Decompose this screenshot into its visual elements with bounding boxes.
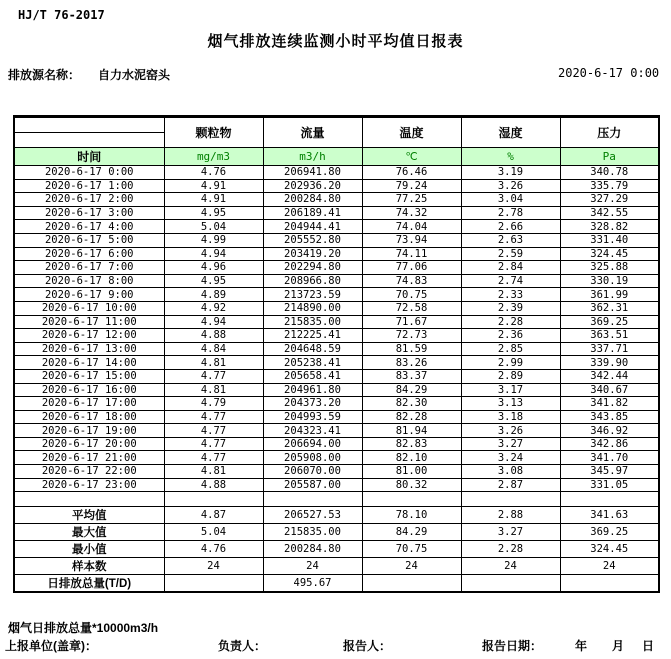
summary-value-cell — [362, 574, 461, 592]
value-cell: 4.95 — [164, 274, 263, 288]
value-cell: 202294.80 — [263, 261, 362, 275]
value-cell: 361.99 — [560, 288, 659, 302]
value-cell: 204961.80 — [263, 383, 362, 397]
summary-row — [14, 557, 659, 574]
value-cell: 4.92 — [164, 301, 263, 315]
value-cell: 4.88 — [164, 478, 263, 492]
value-cell: 3.27 — [461, 437, 560, 451]
value-cell: 2.39 — [461, 301, 560, 315]
value-cell: 204323.41 — [263, 424, 362, 438]
value-cell: 369.25 — [560, 315, 659, 329]
value-cell: 4.76 — [164, 166, 263, 180]
spacer-cell — [560, 492, 659, 507]
value-cell: 4.94 — [164, 315, 263, 329]
value-cell: 341.70 — [560, 451, 659, 465]
value-cell: 325.88 — [560, 261, 659, 275]
value-cell: 2.59 — [461, 247, 560, 261]
value-cell: 3.24 — [461, 451, 560, 465]
value-cell: 328.82 — [560, 220, 659, 234]
value-cell: 4.88 — [164, 329, 263, 343]
table-row — [14, 193, 659, 207]
value-cell: 204373.20 — [263, 397, 362, 411]
unit-temperature: ℃ — [362, 148, 461, 166]
summary-value-cell: 4.87 — [164, 506, 263, 523]
hourly-report-table — [13, 115, 660, 593]
value-cell: 205552.80 — [263, 233, 362, 247]
total-emission-note: 烟气日排放总量*10000m3/h — [8, 621, 159, 635]
emission-source-line — [8, 66, 170, 83]
value-cell: 3.08 — [461, 465, 560, 479]
time-cell: 2020-6-17 21:00 — [14, 451, 164, 465]
value-cell: 200284.80 — [263, 193, 362, 207]
summary-value-cell: 4.76 — [164, 540, 263, 557]
value-cell: 2.89 — [461, 369, 560, 383]
value-cell: 72.73 — [362, 329, 461, 343]
time-cell: 2020-6-17 12:00 — [14, 329, 164, 343]
summary-value-cell — [164, 574, 263, 592]
time-cell: 2020-6-17 5:00 — [14, 233, 164, 247]
value-cell: 4.77 — [164, 369, 263, 383]
summary-value-cell: 24 — [461, 557, 560, 574]
value-cell: 4.95 — [164, 206, 263, 220]
col-header-flow: 流量 — [263, 117, 362, 148]
value-cell: 212225.41 — [263, 329, 362, 343]
value-cell: 81.00 — [362, 465, 461, 479]
value-cell: 70.75 — [362, 288, 461, 302]
summary-row — [14, 540, 659, 557]
value-cell: 3.04 — [461, 193, 560, 207]
table-row — [14, 410, 659, 424]
value-cell: 83.26 — [362, 356, 461, 370]
reporter-label: 报告人： — [343, 639, 392, 653]
summary-row — [14, 574, 659, 592]
value-cell: 4.81 — [164, 383, 263, 397]
value-cell: 3.18 — [461, 410, 560, 424]
value-cell: 81.94 — [362, 424, 461, 438]
value-cell: 3.19 — [461, 166, 560, 180]
time-cell: 2020-6-17 23:00 — [14, 478, 164, 492]
value-cell: 2.78 — [461, 206, 560, 220]
value-cell: 337.71 — [560, 342, 659, 356]
value-cell: 81.59 — [362, 342, 461, 356]
summary-value-cell — [461, 574, 560, 592]
corner-cell-top — [14, 117, 164, 133]
emission-source-label: 排放源名称： — [8, 68, 81, 82]
value-cell: 2.85 — [461, 342, 560, 356]
summary-value-cell: 206527.53 — [263, 506, 362, 523]
table-row — [14, 315, 659, 329]
value-cell: 327.29 — [560, 193, 659, 207]
value-cell: 4.91 — [164, 179, 263, 193]
value-cell: 82.10 — [362, 451, 461, 465]
value-cell: 2.87 — [461, 478, 560, 492]
table-row — [14, 478, 659, 492]
time-cell: 2020-6-17 11:00 — [14, 315, 164, 329]
spacer-cell — [14, 492, 164, 507]
summary-value-cell: 5.04 — [164, 523, 263, 540]
value-cell: 341.82 — [560, 397, 659, 411]
value-cell: 82.83 — [362, 437, 461, 451]
table-row — [14, 220, 659, 234]
page-title: 烟气排放连续监测小时平均值日报表 — [207, 33, 464, 50]
value-cell: 2.63 — [461, 233, 560, 247]
time-cell: 2020-6-17 2:00 — [14, 193, 164, 207]
unit-header-row — [14, 148, 659, 166]
value-cell: 204944.41 — [263, 220, 362, 234]
value-cell: 74.04 — [362, 220, 461, 234]
value-cell: 3.26 — [461, 424, 560, 438]
value-cell: 4.77 — [164, 424, 263, 438]
time-cell: 2020-6-17 4:00 — [14, 220, 164, 234]
value-cell: 4.84 — [164, 342, 263, 356]
spacer-cell — [461, 492, 560, 507]
value-cell: 342.55 — [560, 206, 659, 220]
value-cell: 205587.00 — [263, 478, 362, 492]
time-cell: 2020-6-17 6:00 — [14, 247, 164, 261]
time-cell: 2020-6-17 22:00 — [14, 465, 164, 479]
summary-value-cell: 70.75 — [362, 540, 461, 557]
value-cell: 4.77 — [164, 437, 263, 451]
value-cell: 339.90 — [560, 356, 659, 370]
value-cell: 362.31 — [560, 301, 659, 315]
value-cell: 4.91 — [164, 193, 263, 207]
summary-value-cell: 24 — [263, 557, 362, 574]
unit-pm: mg/m3 — [164, 148, 263, 166]
value-cell: 206694.00 — [263, 437, 362, 451]
col-header-humidity: 湿度 — [461, 117, 560, 148]
time-cell: 2020-6-17 0:00 — [14, 166, 164, 180]
value-cell: 74.83 — [362, 274, 461, 288]
time-cell: 2020-6-17 13:00 — [14, 342, 164, 356]
value-cell: 345.97 — [560, 465, 659, 479]
col-header-pressure: 压力 — [560, 117, 659, 148]
value-cell: 83.37 — [362, 369, 461, 383]
value-cell: 2.84 — [461, 261, 560, 275]
time-cell: 2020-6-17 20:00 — [14, 437, 164, 451]
pollutant-header-row — [14, 117, 659, 133]
value-cell: 4.81 — [164, 356, 263, 370]
value-cell: 205658.41 — [263, 369, 362, 383]
time-cell: 2020-6-17 1:00 — [14, 179, 164, 193]
value-cell: 331.05 — [560, 478, 659, 492]
hour-rows — [14, 166, 659, 592]
time-cell: 2020-6-17 17:00 — [14, 397, 164, 411]
value-cell: 3.26 — [461, 179, 560, 193]
value-cell: 203419.20 — [263, 247, 362, 261]
value-cell: 206941.80 — [263, 166, 362, 180]
value-cell: 340.78 — [560, 166, 659, 180]
value-cell: 4.79 — [164, 397, 263, 411]
value-cell: 204648.59 — [263, 342, 362, 356]
value-cell: 5.04 — [164, 220, 263, 234]
value-cell: 73.94 — [362, 233, 461, 247]
value-cell: 363.51 — [560, 329, 659, 343]
time-cell: 2020-6-17 18:00 — [14, 410, 164, 424]
value-cell: 74.11 — [362, 247, 461, 261]
unit-humidity: % — [461, 148, 560, 166]
summary-value-cell: 369.25 — [560, 523, 659, 540]
day-label: 日 — [642, 639, 655, 653]
summary-row — [14, 506, 659, 523]
month-label: 月 — [612, 639, 625, 653]
value-cell: 4.81 — [164, 465, 263, 479]
col-header-temperature: 温度 — [362, 117, 461, 148]
value-cell: 4.77 — [164, 451, 263, 465]
value-cell: 82.30 — [362, 397, 461, 411]
report-datetime: 2020-6-17 0:00 — [558, 66, 660, 80]
value-cell: 2.74 — [461, 274, 560, 288]
summary-value-cell: 324.45 — [560, 540, 659, 557]
value-cell: 79.24 — [362, 179, 461, 193]
value-cell: 205908.00 — [263, 451, 362, 465]
table-row — [14, 261, 659, 275]
value-cell: 208966.80 — [263, 274, 362, 288]
manager-label: 负责人： — [218, 639, 267, 653]
value-cell: 2.33 — [461, 288, 560, 302]
time-cell: 2020-6-17 19:00 — [14, 424, 164, 438]
summary-value-cell: 84.29 — [362, 523, 461, 540]
table-row — [14, 206, 659, 220]
time-cell: 2020-6-17 7:00 — [14, 261, 164, 275]
table-row — [14, 166, 659, 180]
value-cell: 77.25 — [362, 193, 461, 207]
summary-label-cell: 日排放总量(T/D) — [14, 574, 164, 592]
summary-value-cell: 2.88 — [461, 506, 560, 523]
value-cell: 4.89 — [164, 288, 263, 302]
value-cell: 4.96 — [164, 261, 263, 275]
value-cell: 84.29 — [362, 383, 461, 397]
reporting-unit-label: 上报单位(盖章)： — [5, 639, 97, 653]
value-cell: 206070.00 — [263, 465, 362, 479]
value-cell: 3.17 — [461, 383, 560, 397]
summary-value-cell: 341.63 — [560, 506, 659, 523]
table-row — [14, 288, 659, 302]
value-cell: 206189.41 — [263, 206, 362, 220]
year-label: 年 — [575, 639, 588, 653]
summary-value-cell: 24 — [362, 557, 461, 574]
value-cell: 214890.00 — [263, 301, 362, 315]
unit-pressure: Pa — [560, 148, 659, 166]
time-cell: 2020-6-17 8:00 — [14, 274, 164, 288]
summary-value-cell: 24 — [164, 557, 263, 574]
value-cell: 331.40 — [560, 233, 659, 247]
value-cell: 74.32 — [362, 206, 461, 220]
value-cell: 2.28 — [461, 315, 560, 329]
spacer-cell — [164, 492, 263, 507]
table-row — [14, 179, 659, 193]
summary-value-cell: 215835.00 — [263, 523, 362, 540]
value-cell: 330.19 — [560, 274, 659, 288]
corner-cell-bottom — [14, 133, 164, 148]
table-row — [14, 301, 659, 315]
value-cell: 2.99 — [461, 356, 560, 370]
value-cell: 2.66 — [461, 220, 560, 234]
value-cell: 80.32 — [362, 478, 461, 492]
unit-flow: m3/h — [263, 148, 362, 166]
col-header-pm: 颗粒物 — [164, 117, 263, 148]
value-cell: 340.67 — [560, 383, 659, 397]
summary-value-cell: 3.27 — [461, 523, 560, 540]
value-cell: 205238.41 — [263, 356, 362, 370]
value-cell: 202936.20 — [263, 179, 362, 193]
summary-value-cell: 495.67 — [263, 574, 362, 592]
summary-label-cell: 样本数 — [14, 557, 164, 574]
table-row — [14, 356, 659, 370]
spacer-row — [14, 492, 659, 507]
emission-source-name: 自力水泥窑头 — [98, 68, 171, 82]
value-cell: 77.06 — [362, 261, 461, 275]
report-date-label: 报告日期： — [482, 639, 543, 653]
summary-label-cell: 最大值 — [14, 523, 164, 540]
value-cell: 215835.00 — [263, 315, 362, 329]
value-cell: 4.94 — [164, 247, 263, 261]
time-cell: 2020-6-17 10:00 — [14, 301, 164, 315]
spacer-cell — [362, 492, 461, 507]
table-row — [14, 451, 659, 465]
value-cell: 71.67 — [362, 315, 461, 329]
summary-value-cell: 78.10 — [362, 506, 461, 523]
time-cell: 2020-6-17 9:00 — [14, 288, 164, 302]
value-cell: 72.58 — [362, 301, 461, 315]
summary-value-cell: 24 — [560, 557, 659, 574]
value-cell: 342.86 — [560, 437, 659, 451]
summary-label-cell: 最小值 — [14, 540, 164, 557]
value-cell: 82.28 — [362, 410, 461, 424]
value-cell: 204993.59 — [263, 410, 362, 424]
value-cell: 76.46 — [362, 166, 461, 180]
table-row — [14, 369, 659, 383]
table-row — [14, 397, 659, 411]
value-cell: 342.44 — [560, 369, 659, 383]
table-row — [14, 274, 659, 288]
value-cell: 343.85 — [560, 410, 659, 424]
table-row — [14, 247, 659, 261]
value-cell: 213723.59 — [263, 288, 362, 302]
table-row — [14, 465, 659, 479]
table-row — [14, 424, 659, 438]
value-cell: 324.45 — [560, 247, 659, 261]
summary-label-cell: 平均值 — [14, 506, 164, 523]
table-row — [14, 342, 659, 356]
value-cell: 4.99 — [164, 233, 263, 247]
spacer-cell — [263, 492, 362, 507]
time-cell: 2020-6-17 16:00 — [14, 383, 164, 397]
summary-value-cell: 200284.80 — [263, 540, 362, 557]
table-row — [14, 383, 659, 397]
value-cell: 335.79 — [560, 179, 659, 193]
time-cell: 2020-6-17 3:00 — [14, 206, 164, 220]
summary-row — [14, 523, 659, 540]
value-cell: 3.13 — [461, 397, 560, 411]
table-row — [14, 437, 659, 451]
table-row — [14, 329, 659, 343]
value-cell: 4.77 — [164, 410, 263, 424]
time-cell: 2020-6-17 15:00 — [14, 369, 164, 383]
summary-value-cell: 2.28 — [461, 540, 560, 557]
standard-code: HJ/T 76-2017 — [18, 8, 105, 22]
value-cell: 2.36 — [461, 329, 560, 343]
time-column-header: 时间 — [14, 148, 164, 166]
summary-value-cell — [560, 574, 659, 592]
value-cell: 346.92 — [560, 424, 659, 438]
time-cell: 2020-6-17 14:00 — [14, 356, 164, 370]
table-row — [14, 233, 659, 247]
